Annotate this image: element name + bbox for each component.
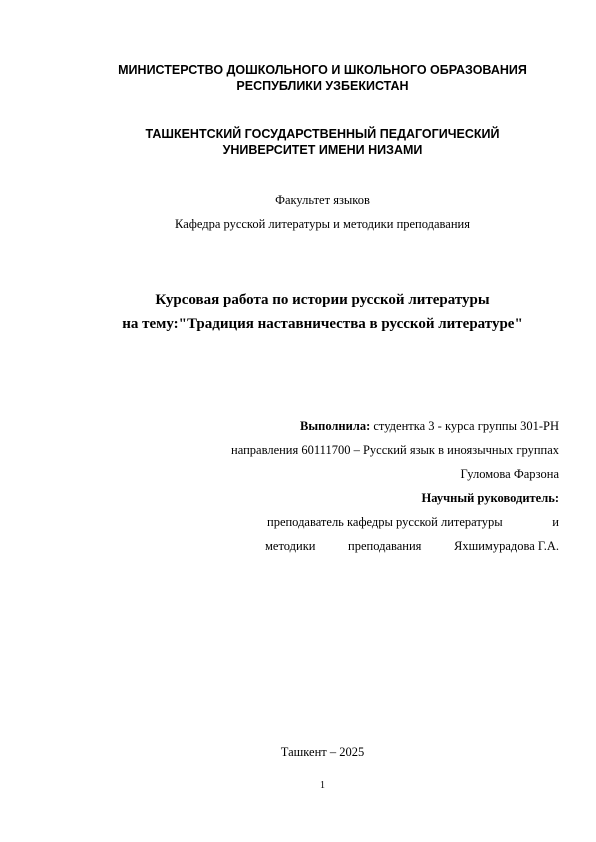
supervisor-name: Яхшимурадова Г.А. <box>454 539 559 553</box>
supervisor-line-2-part-2: преподавания <box>348 539 422 553</box>
department-name: Кафедра русской литературы и методики преподавания <box>175 217 470 231</box>
author-description: студентка 3 - курса группы 301-РН <box>370 419 559 433</box>
supervisor-line-2-part-1: методики <box>265 539 316 553</box>
work-title-line-2: на тему:"Традиция наставничества в русской литературе" <box>122 316 523 332</box>
work-title-line-1: Курсовая работа по истории русской литературы <box>155 292 490 308</box>
supervisor-line-1 <box>267 514 559 530</box>
supervisor-line-1-part-1: преподаватель кафедры русской литературы <box>267 515 503 529</box>
faculty-name: Факультет языков <box>275 193 370 207</box>
author-direction: направления 60111700 – Русский язык в иноязычных группах <box>231 443 559 457</box>
university-line-2: УНИВЕРСИТЕТ ИМЕНИ НИЗАМИ <box>222 143 423 157</box>
supervisor-label: Научный руководитель: <box>421 491 559 505</box>
city-year: Ташкент – 2025 <box>280 745 365 759</box>
ministry-line-2: РЕСПУБЛИКИ УЗБЕКИСТАН <box>236 79 409 93</box>
work-title <box>40 288 596 336</box>
author-line <box>139 418 559 434</box>
author-info-block <box>139 418 559 562</box>
ministry-line-1: МИНИСТЕРСТВО ДОШКОЛЬНОГО И ШКОЛЬНОГО ОБРАЗОВАНИЯ <box>118 63 527 77</box>
supervisor-line-1-part-2: и <box>552 515 559 529</box>
university-heading <box>60 126 585 158</box>
author-name: Гуломова Фарзона <box>460 467 559 481</box>
university-line-1: ТАШКЕНТСКИЙ ГОСУДАРСТВЕННЫЙ ПЕДАГОГИЧЕСКИЙ <box>145 127 500 141</box>
page-number: 1 <box>320 780 325 791</box>
ministry-heading <box>60 62 585 94</box>
author-label: Выполнила: <box>300 419 371 433</box>
supervisor-line-2 <box>265 538 559 554</box>
